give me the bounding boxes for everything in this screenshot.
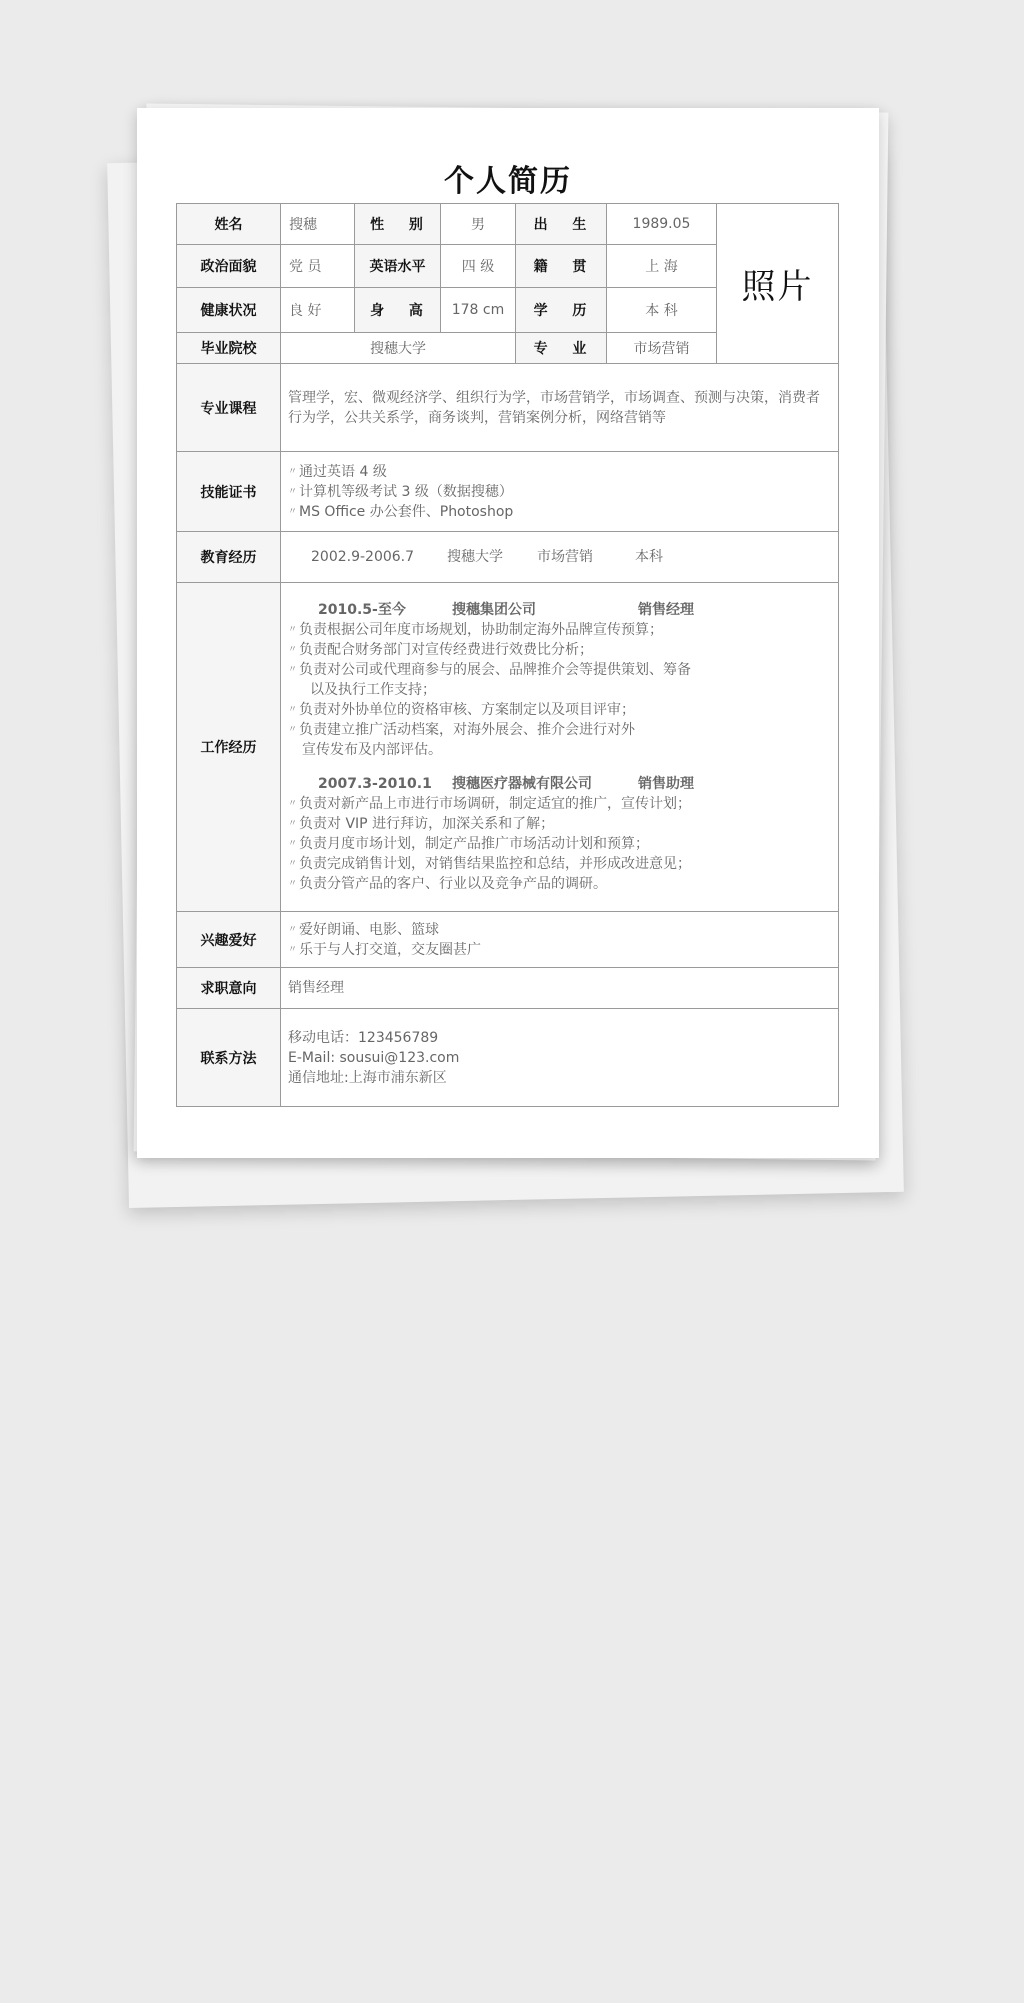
objective-value: 销售经理 [281, 968, 839, 1009]
job-company: 搜穗医疗器械有限公司 [452, 776, 592, 792]
education-degree: 本科 [635, 549, 663, 565]
job-duty: 〃 负责完成销售计划，对销售结果监控和总结，并形成改进意见； [288, 854, 832, 874]
education-label: 教育经历 [177, 532, 281, 583]
courses-text: 管理学，宏、微观经济学、组织行为学，市场营销学，市场调查、预测与决策，消费者行为学，公共关系学，商务谈判，营销案例分析，网络营销等 [288, 389, 820, 426]
job-duty: 〃 负责对公司或代理商参与的展会、品牌推介会等提供策划、筹备 [288, 660, 832, 680]
skills-label: 技能证书 [177, 452, 281, 532]
job-duty: 〃 负责对新产品上市进行市场调研，制定适宜的推广，宣传计划； [288, 794, 832, 814]
job-duty: 〃 负责建立推广活动档案，对海外展会、推介会进行对外 [288, 720, 832, 740]
row-name [177, 204, 839, 245]
job-duty: 〃 负责根据公司年度市场规划，协助制定海外品牌宣传预算； [288, 620, 832, 640]
job-title: 销售助理 [638, 776, 694, 792]
hobbies-label: 兴趣爱好 [177, 912, 281, 968]
school-label: 毕业院校 [177, 333, 281, 364]
degree-value: 本 科 [607, 288, 717, 333]
origin-label: 籍 贯 [516, 245, 607, 288]
degree-label: 学 历 [516, 288, 607, 333]
resume-table [176, 203, 839, 1107]
birth-label: 出 生 [516, 204, 607, 245]
job-period: 2010.5-至今 [318, 602, 406, 618]
job-company: 搜穗集团公司 [452, 602, 536, 618]
political-value: 党 员 [281, 245, 355, 288]
name-label: 姓名 [177, 204, 281, 245]
job-duty: 〃 负责分管产品的客户、行业以及竞争产品的调研。 [288, 874, 832, 894]
hobby-item: 〃 乐于与人打交道，交友圈甚广 [288, 940, 832, 960]
major-value: 市场营销 [607, 333, 717, 364]
row-work [177, 583, 839, 912]
english-label: 英语水平 [355, 245, 441, 288]
contact-address: 通信地址:上海市浦东新区 [288, 1069, 447, 1086]
job-duty: 〃 负责对 VIP 进行拜访，加深关系和了解； [288, 814, 832, 834]
page-title: 个人简历 [444, 164, 572, 199]
name-value: 搜穗 [281, 204, 355, 245]
row-objective [177, 968, 839, 1009]
job-duty: 〃 负责月度市场计划，制定产品推广市场活动计划和预算； [288, 834, 832, 854]
row-contact [177, 1009, 839, 1107]
birth-value: 1989.05 [607, 204, 717, 245]
skill-item: 〃 MS Office 办公套件、Photoshop [288, 502, 832, 522]
contact-phone: 移动电话：123456789 [288, 1029, 439, 1046]
gender-label: 性 别 [355, 204, 441, 245]
resume-page [137, 108, 879, 1158]
work-label: 工作经历 [177, 583, 281, 912]
health-label: 健康状况 [177, 288, 281, 333]
contact-email: E-Mail: sousui@123.com [288, 1049, 460, 1066]
contact-label: 联系方法 [177, 1009, 281, 1107]
row-hobbies [177, 912, 839, 968]
job-duty: 〃 负责对外协单位的资格审核、方案制定以及项目评审； [288, 700, 832, 720]
political-label: 政治面貌 [177, 245, 281, 288]
education-value [281, 532, 839, 583]
job-header [288, 774, 832, 794]
major-label: 专 业 [516, 333, 607, 364]
job-title: 销售经理 [638, 602, 694, 618]
contact-value [281, 1009, 839, 1107]
health-value: 良 好 [281, 288, 355, 333]
school-value: 搜穗大学 [281, 333, 516, 364]
skill-item: 〃 通过英语 4 级 [288, 462, 832, 482]
english-value: 四 级 [441, 245, 516, 288]
row-courses [177, 364, 839, 452]
origin-value: 上 海 [607, 245, 717, 288]
education-period: 2002.9-2006.7 [311, 549, 415, 565]
hobbies-list [281, 912, 839, 968]
job-duty-continued: 宣传发布及内部评估。 [302, 742, 442, 758]
photo-placeholder: 照片 [717, 204, 839, 364]
gender-value: 男 [441, 204, 516, 245]
education-major: 市场营销 [537, 549, 593, 565]
height-value: 178 cm [441, 288, 516, 333]
education-school: 搜穗大学 [447, 549, 503, 565]
job-duty-continued: 以及执行工作支持； [310, 682, 436, 698]
row-education [177, 532, 839, 583]
job-duty: 〃 负责配合财务部门对宣传经费进行效费比分析； [288, 640, 832, 660]
education-entry [288, 547, 832, 567]
courses-label: 专业课程 [177, 364, 281, 452]
height-label: 身 高 [355, 288, 441, 333]
courses-value [281, 364, 839, 452]
job-period: 2007.3-2010.1 [318, 776, 432, 792]
work-value [281, 583, 839, 912]
objective-label: 求职意向 [177, 968, 281, 1009]
hobby-item: 〃 爱好朗诵、电影、篮球 [288, 920, 832, 940]
skills-list [281, 452, 839, 532]
skill-item: 〃 计算机等级考试 3 级（数据搜穗） [288, 482, 832, 502]
spacer [288, 760, 832, 774]
row-skills [177, 452, 839, 532]
job-header [288, 600, 832, 620]
